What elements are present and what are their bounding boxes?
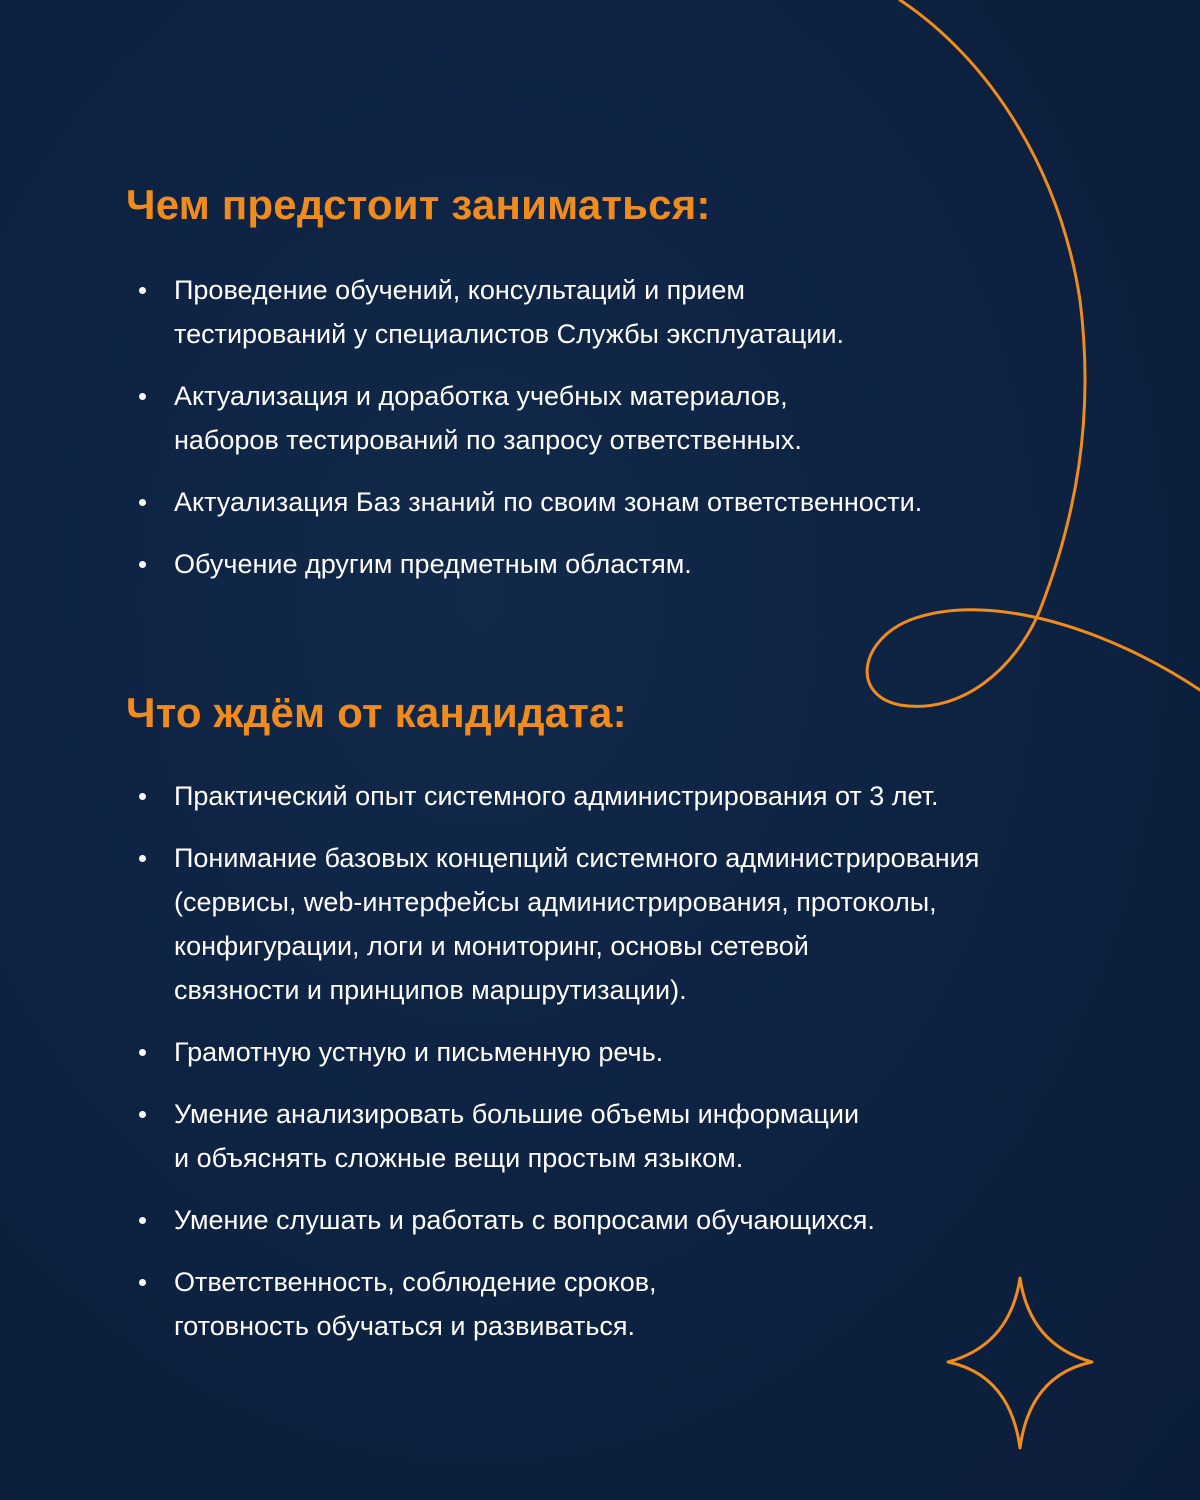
- list-item: [126, 480, 1106, 524]
- bullet-icon: [139, 1217, 146, 1224]
- section-responsibilities: [126, 180, 1106, 604]
- bullet-icon: [139, 499, 146, 506]
- requirements-list: [126, 774, 1106, 1348]
- list-item-text: Обучение другим предметным областям.: [174, 549, 692, 579]
- section-title: Чем предстоит заниматься:: [126, 181, 711, 228]
- list-item-text: Актуализация и доработка учебных материалов, наборов тестирований по запросу ответственных.: [174, 381, 802, 455]
- list-item: [126, 774, 1106, 818]
- list-item: [126, 1092, 1106, 1180]
- bullet-icon: [139, 793, 146, 800]
- list-item: [126, 1030, 1106, 1074]
- list-item: [126, 836, 1106, 1012]
- list-item-text: Умение слушать и работать с вопросами обучающихся.: [174, 1205, 875, 1235]
- list-item-text: Грамотную устную и письменную речь.: [174, 1037, 664, 1067]
- responsibilities-list: [126, 268, 1106, 586]
- bullet-icon: [139, 1279, 146, 1286]
- bullet-icon: [139, 855, 146, 862]
- list-item: [126, 1260, 1106, 1348]
- list-item-text: Умение анализировать большие объемы информации и объяснять сложные вещи простым языком.: [174, 1099, 860, 1173]
- list-item-text: Практический опыт системного администрирования от 3 лет.: [174, 781, 939, 811]
- list-item-text: Понимание базовых концепций системного администрирования (сервисы, web-интерфейсы администрирования, протоколы, конфигурации, логи и мониторинг, основы сетевой связности и принципов маршрутизации).: [174, 843, 980, 1005]
- list-item-text: Ответственность, соблюдение сроков, готовность обучаться и развиваться.: [174, 1267, 657, 1341]
- list-item: [126, 542, 1106, 586]
- bullet-icon: [139, 287, 146, 294]
- list-item: [126, 1198, 1106, 1242]
- section-title: Что ждём от кандидата:: [126, 689, 627, 736]
- list-item: [126, 374, 1106, 462]
- list-item: [126, 268, 1106, 356]
- list-item-text: Проведение обучений, консультаций и прием тестирований у специалистов Службы эксплуатации.: [174, 275, 845, 349]
- section-requirements: [126, 688, 1106, 1366]
- list-item-text: Актуализация Баз знаний по своим зонам ответственности.: [174, 487, 923, 517]
- bullet-icon: [139, 1049, 146, 1056]
- bullet-icon: [139, 561, 146, 568]
- bullet-icon: [139, 393, 146, 400]
- bullet-icon: [139, 1111, 146, 1118]
